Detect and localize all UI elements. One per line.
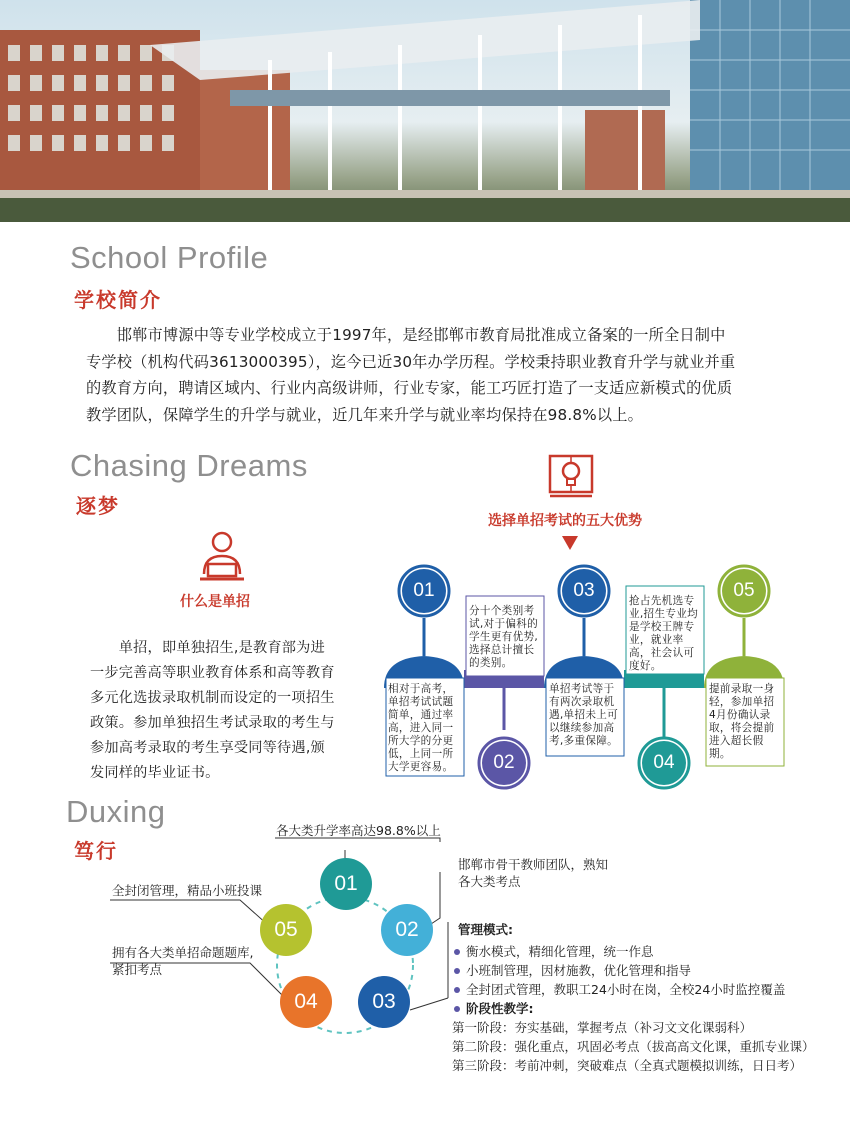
- advantage-04-text: 抢占先机选专 业,招生专业均 是学校王牌专 业，就业率 高，社会认可 度好。: [629, 595, 699, 672]
- stages-list: [452, 1018, 847, 1075]
- danzhao-line: 参加高考录取的考生享受同等待遇,颁: [90, 740, 325, 756]
- danzhao-line: 多元化选拔录取机制而设定的一项招生: [90, 690, 335, 706]
- person-laptop-icon: [198, 530, 246, 584]
- stage-title: 阶段性教学:: [452, 999, 842, 1018]
- danzhao-line: 一步完善高等职业教育体系和高等教育: [90, 665, 335, 681]
- mgmt-item: 小班制管理，因材施教，优化管理和指导: [452, 961, 842, 980]
- duxing-node-01: 01: [320, 858, 372, 910]
- duxing-cn-title: 笃行: [74, 839, 118, 863]
- advantage-03-badge: 03: [562, 569, 606, 613]
- profile-paragraph: [86, 322, 826, 428]
- profile-cn-title: 学校简介: [74, 288, 162, 312]
- dreams-cn-title: 逐梦: [76, 494, 120, 518]
- what-is-danzhao-label: 什么是单招: [180, 594, 250, 610]
- stage-item: 第三阶段：考前冲刺，突破难点（全真式题模拟训练，日日考）: [452, 1058, 803, 1073]
- advantage-05-badge: 05: [722, 569, 766, 613]
- advantage-02-text: 分十个类别考 试,对于偏科的 学生更有优势, 选择总计擅长 的类别。: [469, 605, 539, 669]
- campus-illustration: [0, 0, 850, 222]
- profile-line: 的教育方向，聘请区域内、行业内高级讲师，行业专家，能工巧匠打造了一支适应新模式的优质: [86, 379, 733, 397]
- mgmt-list: [452, 942, 842, 1018]
- hero-campus-image: [0, 0, 850, 222]
- five-advantages-label: 选择单招考试的五大优势: [488, 513, 642, 529]
- node-02-caption: 邯郸市骨干教师团队，熟知 各大类考点: [458, 857, 609, 889]
- node-05-caption: 全封闭管理，精品小班投课: [112, 883, 263, 898]
- mgmt-item: 衡水模式，精细化管理，统一作息: [452, 942, 842, 961]
- advantage-01-text: 相对于高考， 单招考试试题 简单，通过率 高，进入同一 所大学的分更 低，上同一所 大学更容易。: [388, 683, 454, 773]
- duxing-node-04: 04: [280, 976, 332, 1028]
- dreams-en-title: Chasing Dreams: [70, 448, 308, 483]
- danzhao-line: 单招，即单独招生,是教育部为进: [90, 640, 325, 656]
- advantage-03-text: 单招考试等于 有两次录取机 遇,单招未上可 以继续参加高 考,多重保障。: [549, 683, 619, 747]
- advantage-02-badge: 02: [482, 741, 526, 785]
- stage-item: 第二阶段：强化重点，巩固必考点（拔高高文化课，重抓专业课）: [452, 1039, 815, 1054]
- node-04-caption: 拥有各大类单招命题题库, 紧扣考点: [112, 945, 254, 977]
- danzhao-line: 政策。参加单独招生考试录取的考生与: [90, 715, 335, 731]
- lightbulb-book-icon: [546, 452, 596, 498]
- duxing-node-03: 03: [358, 976, 410, 1028]
- mgmt-title: 管理模式:: [458, 922, 513, 937]
- advantage-05-text: 提前录取一身 轻，参加单招 4月份确认录 取，将会提前 进入超长假 期。: [709, 683, 775, 760]
- what-is-danzhao-text: [90, 636, 380, 786]
- duxing-node-02: 02: [381, 904, 433, 956]
- duxing-en-title: Duxing: [66, 794, 166, 829]
- mgmt-item: 全封团式管理，教职工24小时在岗，全校24小时监控覆盖: [452, 980, 842, 999]
- advantage-04-badge: 04: [642, 741, 686, 785]
- stage-item: 第一阶段：夯实基础，掌握考点（补习文文化课弱科）: [452, 1020, 753, 1035]
- profile-en-title: School Profile: [70, 240, 269, 275]
- advantage-01-badge: 01: [402, 569, 446, 613]
- down-arrow-icon: [562, 536, 578, 550]
- profile-line: 专学校（机构代码3613000395），迄今已近30年办学历程。学校秉持职业教育升学与就业并重: [86, 352, 736, 371]
- duxing-node-05: 05: [260, 904, 312, 956]
- node-01-caption: 各大类升学率高达98.8%以上: [276, 823, 441, 838]
- danzhao-line: 发同样的毕业证书。: [90, 765, 220, 781]
- profile-line: 邯郸市博源中等专业学校成立于1997年，是经邯郸市教育局批准成立备案的一所全日制中: [86, 326, 726, 344]
- profile-line: 教学团队，保障学生的升学与就业，近几年来升学与就业率均保持在98.8%以上。: [86, 405, 644, 424]
